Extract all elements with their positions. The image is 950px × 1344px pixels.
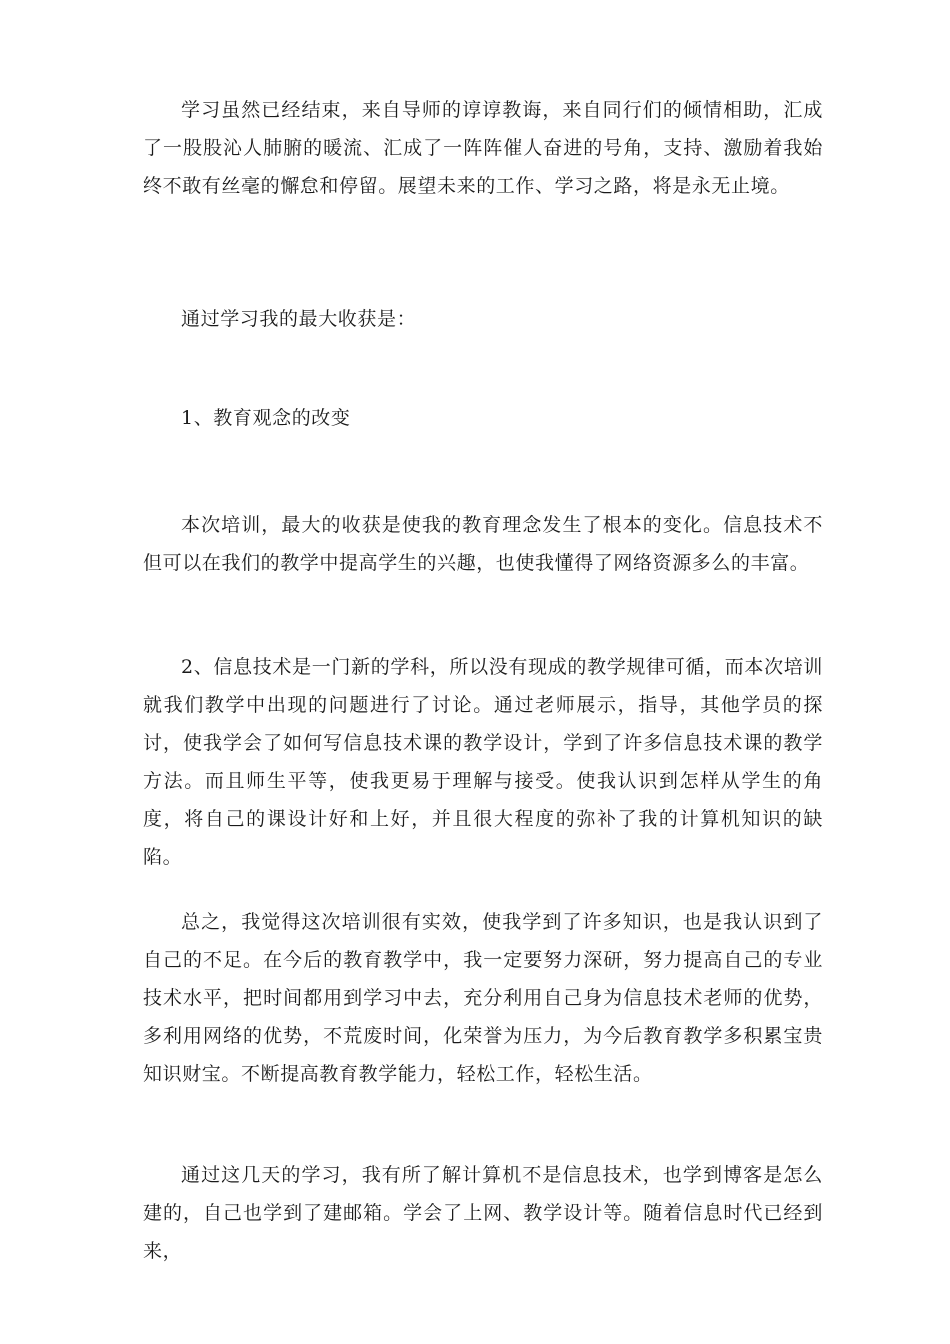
paragraph-conclusion: 总之，我觉得这次培训很有实效，使我学到了许多知识，也是我认识到了自己的不足。在今后的教育教学中，我一定要努力深研，努力提高自己的专业技术水平，把时间都用到学习中去，充分利用自己身为信息技术老师的优势，多利用网络的优势，不荒废时间，化荣誉为压力，为今后教育教学多积累宝贵知识财宝。不断提高教育教学能力，轻松工作，轻松生活。: [143, 911, 823, 1085]
paragraph-training-gain: 本次培训，最大的收获是使我的教育理念发生了根本的变化。信息技术不但可以在我们的教学中提高学生的兴趣，也使我懂得了网络资源多么的丰富。: [143, 514, 823, 574]
paragraph-study-ended: 学习虽然已经结束，来自导师的谆谆教诲，来自同行们的倾情相助，汇成了一股股沁人肺腑的暖流、汇成了一阵阵催人奋进的号角，支持、激励着我始终不敢有丝毫的懈怠和停留。展望未来的工作、学习之路，将是永无止境。: [143, 99, 823, 197]
paragraph-biggest-gains-intro: 通过学习我的最大收获是：: [181, 308, 417, 330]
paragraph-few-days-study: 通过这几天的学习，我有所了解计算机不是信息技术，也学到博客是怎么建的，自己也学到了建邮箱。学会了上网、教学设计等。随着信息时代已经到来，: [143, 1164, 823, 1262]
section-heading-education-concept: 1、教育观念的改变: [181, 407, 351, 429]
paragraph-new-subject: 2、信息技术是一门新的学科，所以没有现成的教学规律可循，而本次培训就我们教学中出现的问题进行了讨论。通过老师展示，指导，其他学员的探讨，使我学会了如何写信息技术课的教学设计，学到了许多信息技术课的教学方法。而且师生平等，使我更易于理解与接受。使我认识到怎样从学生的角度，将自己的课设计好和上好，并且很大程度的弥补了我的计算机知识的缺陷。: [143, 656, 823, 868]
